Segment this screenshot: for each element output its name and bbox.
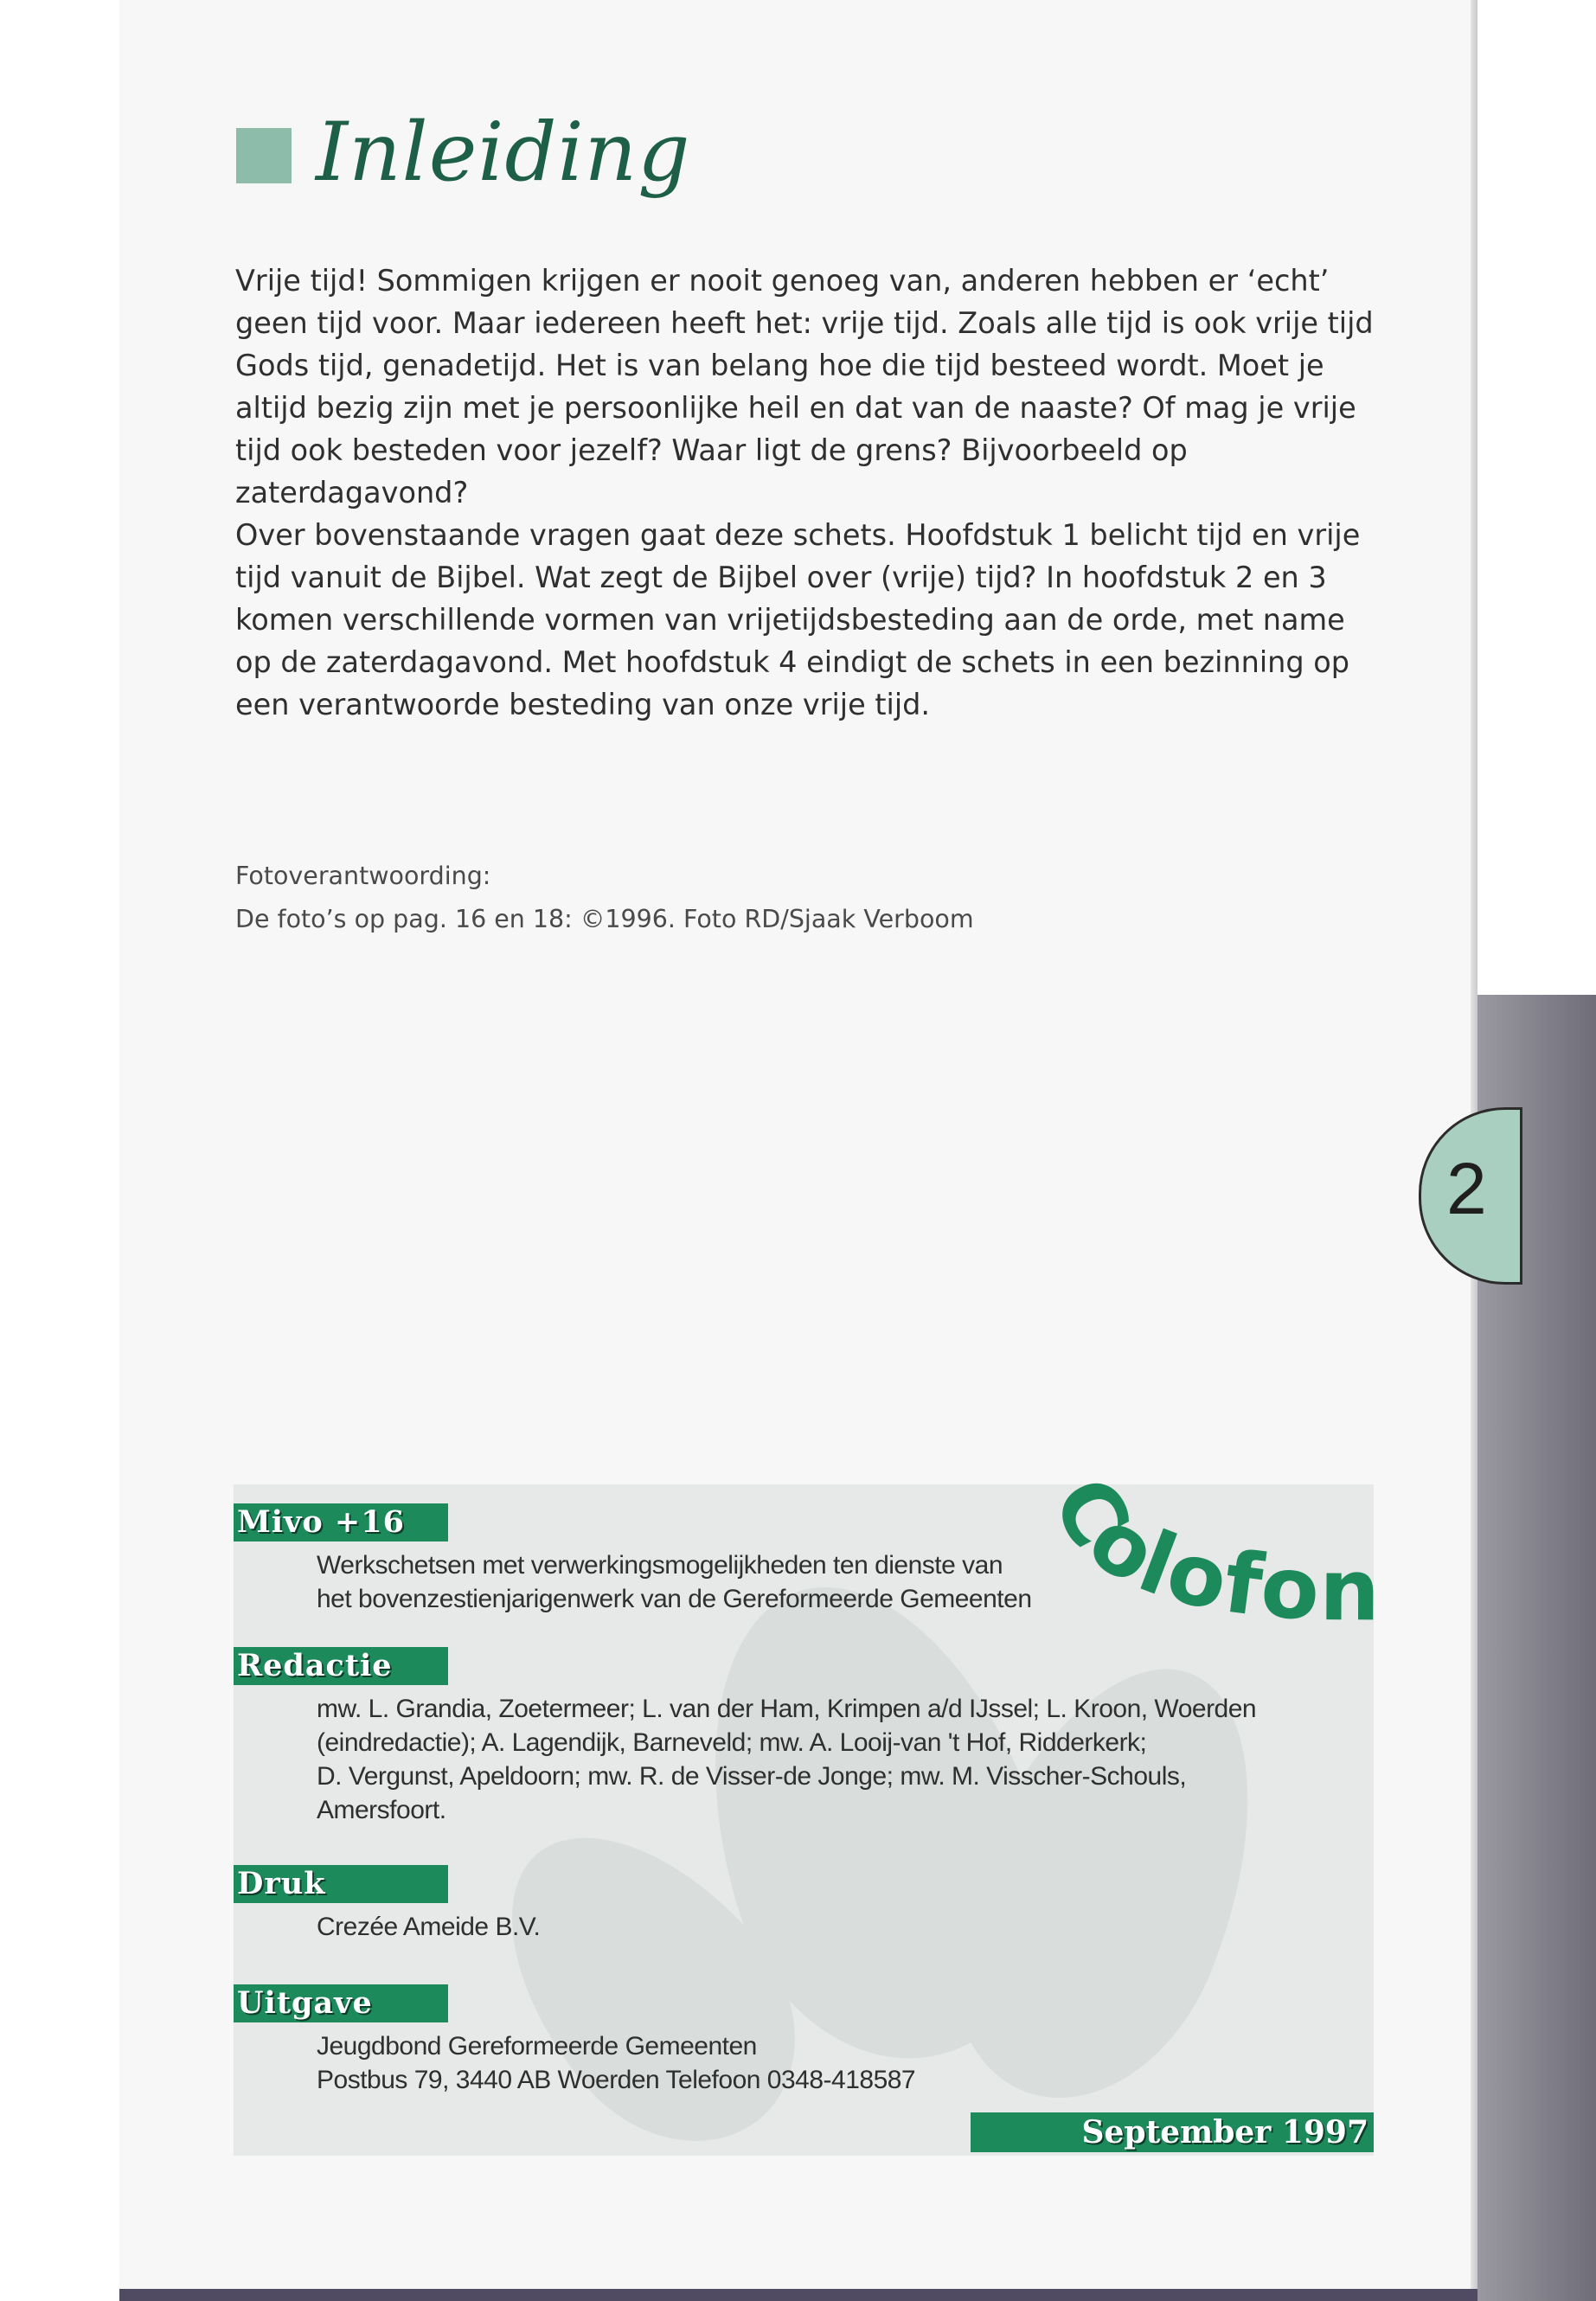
section-line: mw. L. Grandia, Zoetermeer; L. van der Ham, Krimpen a/d IJssel; L. Kroon, Woerden: [317, 1695, 1257, 1723]
photo-credits-text: De foto’s op pag. 16 en 18: ©1996. Foto RD/Sjaak Verboom: [235, 905, 974, 933]
photo-credits: [235, 855, 1273, 941]
section-text-uitgave: [317, 2029, 1311, 2097]
section-line: Amersfoort.: [317, 1796, 446, 1824]
page-number: 2: [1446, 1148, 1487, 1229]
section-text-druk: [317, 1910, 1311, 1944]
intro-text: [235, 260, 1386, 726]
colofon-heading-text: Colofon: [1032, 1462, 1382, 1641]
title-square-icon: [236, 128, 292, 183]
intro-paragraph-1: Vrije tijd! Sommigen krijgen er nooit genoeg van, anderen hebben er ‘echt’ geen tijd voor. Maar iedereen heeft het: vrije tijd. Zoals alle tijd is ook vrije tijd Gods tijd, genadetijd. Het is van belang hoe die tijd besteed wordt. Moet je altijd bezig zijn met je persoonlijke heil en dat van de naaste? Of mag je vrije tijd ook besteden voor jezelf? Waar ligt de grens? Bijvoorbeeld op zaterdagavond?: [235, 264, 1374, 510]
section-text-mivo: [317, 1548, 1311, 1616]
page-title: Inleiding: [316, 106, 691, 200]
section-label-uitgave: Uitgave: [234, 1984, 448, 2022]
section-line: het bovenzestienjarigenwerk van de Gereformeerde Gemeenten: [317, 1585, 1032, 1613]
section-line: D. Vergunst, Apeldoorn; mw. R. de Visser-de Jonge; mw. M. Visscher-Schouls,: [317, 1762, 1187, 1791]
section-label-redactie: Redactie: [234, 1647, 448, 1685]
section-label-mivo: Mivo +16: [234, 1503, 448, 1541]
section-line: Crezée Ameide B.V.: [317, 1913, 541, 1941]
photo-credits-label: Fotoverantwoording:: [235, 862, 491, 890]
publication-date: September 1997: [971, 2112, 1374, 2152]
section-line: Postbus 79, 3440 AB Woerden Telefoon 0348-418587: [317, 2066, 916, 2094]
section-text-redactie: [317, 1692, 1311, 1827]
section-line: Werkschetsen met verwerkingsmogelijkheden ten dienste van: [317, 1551, 1003, 1580]
section-label-druk: Druk: [234, 1865, 448, 1903]
bottom-strip: [119, 2289, 1477, 2301]
section-line: Jeugdbond Gereformeerde Gemeenten: [317, 2032, 757, 2061]
intro-paragraph-2: Over bovenstaande vragen gaat deze schets. Hoofdstuk 1 belicht tijd en vrije tijd vanuit de Bijbel. Wat zegt de Bijbel over (vrije) tijd? In hoofdstuk 2 en 3 komen verschillende vormen van vrijetijdsbesteding aan de orde, met name op de zaterdagavond. Met hoofdstuk 4 eindigt de schets in een bezinning op een verantwoorde besteding van onze vrije tijd.: [235, 518, 1361, 721]
section-line: (eindredactie); A. Lagendijk, Barneveld; mw. A. Looij-van 't Hof, Ridderkerk;: [317, 1728, 1147, 1757]
